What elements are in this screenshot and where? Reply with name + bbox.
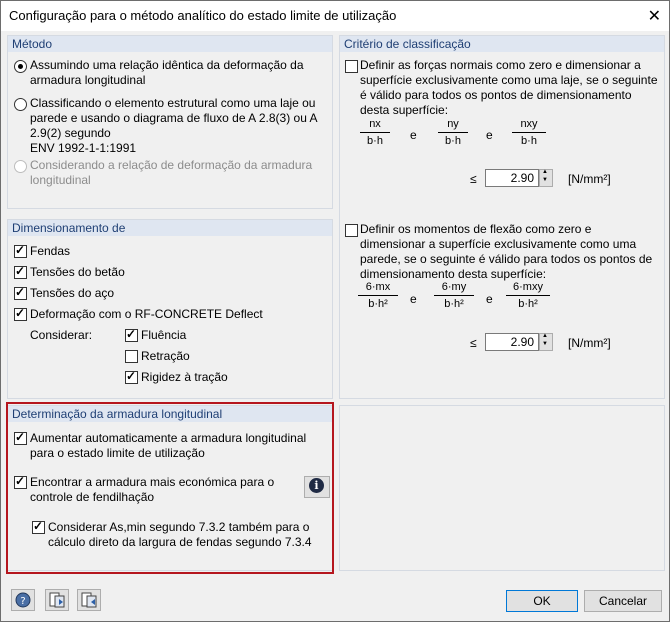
design-steel-stress-checkbox[interactable] [14, 287, 27, 300]
wall-fraction-my [434, 281, 474, 310]
cancel-button[interactable]: Cancelar [584, 590, 662, 612]
design-group [7, 219, 333, 399]
wall-limit-input[interactable]: 2.90 [485, 333, 539, 351]
consider-creep-label[interactable]: Fluência [141, 328, 187, 342]
save-settings-icon[interactable] [77, 589, 101, 611]
method-option-2-label[interactable]: Classificando o elemento estrutural como uma laje ou parede e usando o diagrama de fluxo de A 2.8(3) ou A 2.9(2) segundo [30, 96, 317, 140]
wall-fraction-mxy-num: 6·mxy [513, 281, 543, 293]
consider-creep-checkbox[interactable] [125, 329, 138, 342]
highlight-frame [6, 402, 334, 574]
method-header: Método [8, 36, 332, 52]
wall-fraction-mxy [506, 281, 550, 310]
load-settings-icon[interactable] [45, 589, 69, 611]
consider-shrinkage-checkbox[interactable] [125, 350, 138, 363]
slab-unit-label: [N/mm²] [568, 172, 611, 186]
design-header: Dimensionamento de [8, 220, 332, 236]
slab-label[interactable]: Definir as forças normais como zero e dimensionar a superfície exclusivamente como uma laje, se o seguinte é válido para todos os pontos de dimensionamento desta superfície: [360, 58, 658, 117]
empty-panel [339, 405, 665, 571]
slab-limit-input[interactable]: 2.90 [485, 169, 539, 187]
method-option-2-standard: ENV 1992-1-1:1991 [30, 141, 137, 155]
wall-fraction-mx-den: b·h² [368, 298, 388, 310]
slab-fraction-nxy [512, 118, 546, 147]
wall-unit-label: [N/mm²] [568, 336, 611, 350]
design-deflection-label[interactable]: Deformação com o RF-CONCRETE Deflect [30, 307, 263, 321]
wall-fraction-mx-num: 6·mx [365, 281, 391, 293]
and-label-4: e [486, 292, 493, 306]
design-cracks-label[interactable]: Fendas [30, 244, 71, 258]
and-label-2: e [486, 128, 493, 142]
design-concrete-stress-label[interactable]: Tensões do betão [30, 265, 125, 279]
slab-fraction-nx-num: nx [369, 118, 381, 130]
slab-fraction-nxy-den: b·h [521, 135, 537, 147]
wall-fraction-mxy-den: b·h² [518, 298, 538, 310]
slab-checkbox[interactable] [345, 60, 358, 73]
svg-text:?: ? [20, 596, 26, 607]
slab-le-label: ≤ [470, 172, 477, 186]
method-option-2-radio[interactable] [14, 98, 27, 111]
and-label-3: e [410, 292, 417, 306]
design-deflection-checkbox[interactable] [14, 308, 27, 321]
info-icon[interactable]: i [304, 476, 330, 498]
slab-fraction-ny-den: b·h [445, 135, 461, 147]
consider-asmin-label[interactable]: Considerar As,min segundo 7.3.2 também para o cálculo direto da largura de fendas segundo 7.3.4 [48, 520, 312, 549]
consider-shrinkage-label[interactable]: Retração [141, 349, 190, 363]
slab-fraction-nxy-num: nxy [520, 118, 538, 130]
wall-fraction-my-num: 6·my [441, 281, 467, 293]
slab-fraction-nx [360, 118, 390, 147]
classification-group [339, 35, 665, 399]
wall-limit-spinner[interactable] [539, 333, 553, 351]
method-option-3-label[interactable]: Considerando a relação de deformação da armadura longitudinal [30, 158, 313, 187]
wall-checkbox[interactable] [345, 224, 358, 237]
dialog-title: Configuração para o método analítico do estado limite de utilização [9, 8, 397, 23]
wall-fraction-my-den: b·h² [444, 298, 464, 310]
title-bar [1, 1, 669, 31]
and-label-1: e [410, 128, 417, 142]
consider-tension-stiffening-checkbox[interactable] [125, 371, 138, 384]
design-cracks-checkbox[interactable] [14, 245, 27, 258]
consider-tension-stiffening-label[interactable]: Rigidez à tração [141, 370, 228, 384]
method-option-1-radio[interactable] [14, 60, 27, 73]
consider-label: Considerar: [30, 328, 93, 342]
method-group [7, 35, 333, 209]
method-option-3-radio[interactable] [14, 160, 27, 173]
economic-reinforcement-label[interactable]: Encontrar a armadura mais económica para o controle de fendilhação [30, 475, 275, 504]
slab-fraction-ny-num: ny [447, 118, 459, 130]
slab-fraction-ny [438, 118, 468, 147]
method-option-1-label[interactable]: Assumindo uma relação idêntica da deformação da armadura longitudinal [30, 58, 304, 87]
slab-limit-spinner[interactable] [539, 169, 553, 187]
longitudinal-header: Determinação da armadura longitudinal [8, 406, 332, 422]
wall-le-label: ≤ [470, 336, 477, 350]
close-icon[interactable]: ✕ [647, 8, 661, 25]
help-icon[interactable] [11, 589, 35, 611]
design-concrete-stress-checkbox[interactable] [14, 266, 27, 279]
design-steel-stress-label[interactable]: Tensões do aço [30, 286, 115, 300]
wall-label[interactable]: Definir os momentos de flexão como zero e dimensionar a superfície exclusivamente como uma parede, se o seguinte é válido para todos os pontos de dimensionamento desta superfície: [360, 222, 653, 281]
classification-header: Critério de classificação [340, 36, 664, 52]
slab-fraction-nx-den: b·h [367, 135, 383, 147]
auto-increase-label[interactable]: Aumentar automaticamente a armadura longitudinal para o estado limite de utilização [30, 431, 307, 460]
ok-button[interactable]: OK [506, 590, 578, 612]
wall-fraction-mx [358, 281, 398, 310]
